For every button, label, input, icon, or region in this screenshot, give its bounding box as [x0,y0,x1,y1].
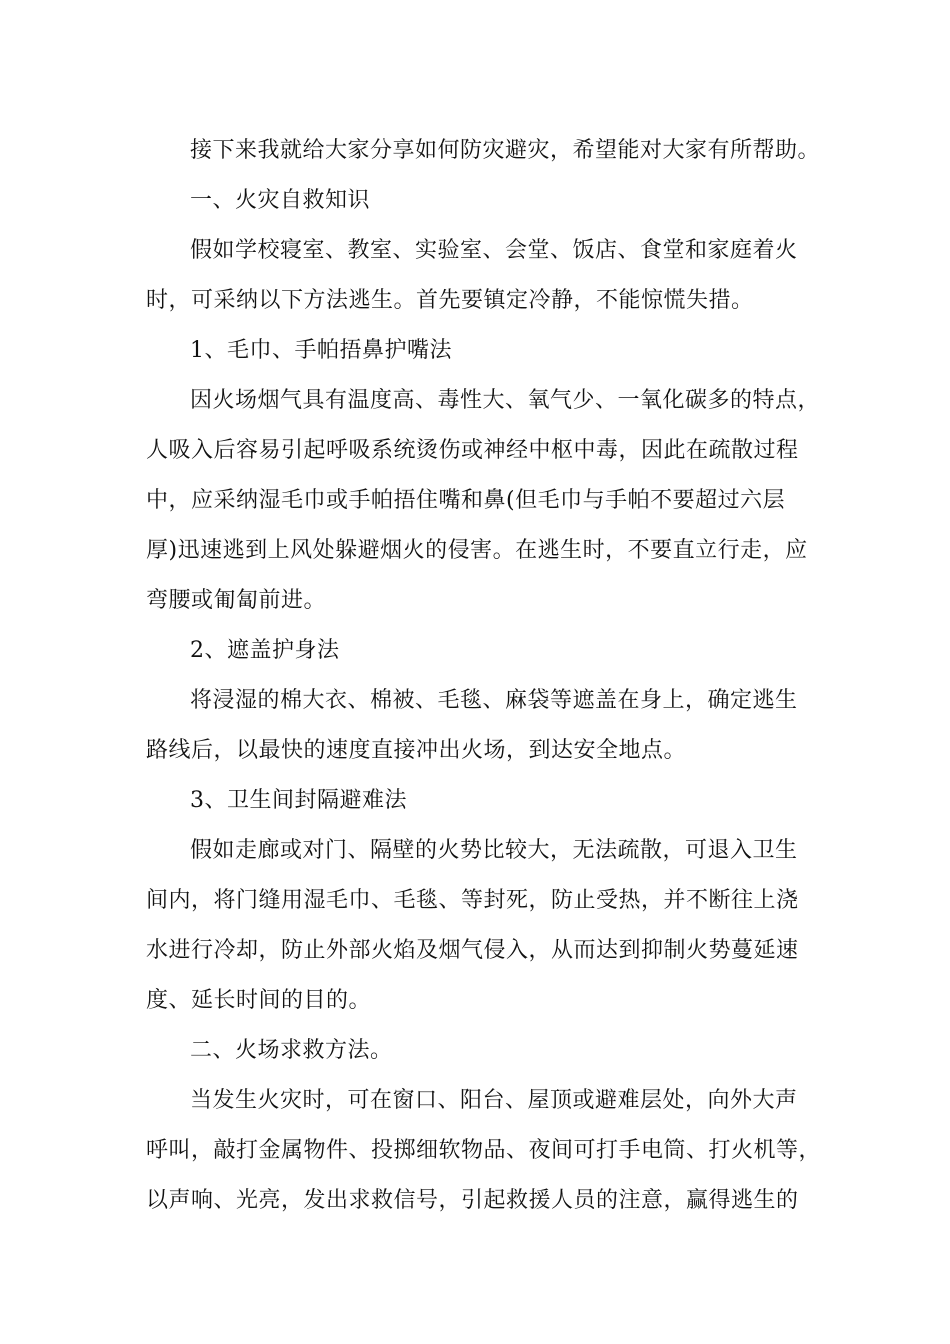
subheading-towel-method: 1、毛巾、手帕捂鼻护嘴法 [190,338,452,363]
section-heading-fire-self-rescue: 一、火灾自救知识 [190,188,371,213]
paragraph-line: 呼叫，敲打金属物件、投掷细软物品、夜间可打手电筒、打火机等， [146,1138,822,1163]
paragraph-line: 将浸湿的棉大衣、棉被、毛毯、麻袋等遮盖在身上，确定逃生 [190,688,798,713]
section-heading-rescue-methods: 二、火场求救方法。 [190,1038,393,1063]
paragraph-line: 假如学校寝室、教室、实验室、会堂、饭店、食堂和家庭着火 [190,238,798,263]
paragraph-line: 以声响、光亮，发出求救信号，引起救援人员的注意，赢得逃生的 [146,1188,799,1213]
paragraph-line: 假如走廊或对门、隔壁的火势比较大，无法疏散，可退入卫生 [190,838,798,863]
paragraph-line: 路线后，以最快的速度直接冲出火场，到达安全地点。 [146,738,687,763]
paragraph-line: 因火场烟气具有温度高、毒性大、氧气少、一氧化碳多的特点， [190,388,821,413]
paragraph-line: 中，应采纳湿毛巾或手帕捂住嘴和鼻(但毛巾与手帕不要超过六层 [146,488,786,513]
paragraph-line: 人吸入后容易引起呼吸系统烫伤或神经中枢中毒，因此在疏散过程 [146,438,799,463]
paragraph-line: 度、延长时间的目的。 [146,988,372,1013]
paragraph-line: 当发生火灾时，可在窗口、阳台、屋顶或避难层处，向外大声 [190,1088,798,1113]
paragraph-line: 时，可采纳以下方法逃生。首先要镇定冷静，不能惊慌失措。 [146,288,754,313]
intro-paragraph: 接下来我就给大家分享如何防灾避灾，希望能对大家有所帮助。 [190,138,821,163]
subheading-cover-method: 2、遮盖护身法 [190,638,340,663]
paragraph-line: 水进行冷却，防止外部火焰及烟气侵入，从而达到抑制火势蔓延速 [146,938,799,963]
paragraph-line: 厚)迅速逃到上风处躲避烟火的侵害。在逃生时，不要直立行走，应 [146,538,808,563]
paragraph-line: 间内，将门缝用湿毛巾、毛毯、等封死，防止受热，并不断往上浇 [146,888,799,913]
subheading-bathroom-method: 3、卫生间封隔避难法 [190,788,407,813]
paragraph-line: 弯腰或匍匐前进。 [146,588,327,613]
